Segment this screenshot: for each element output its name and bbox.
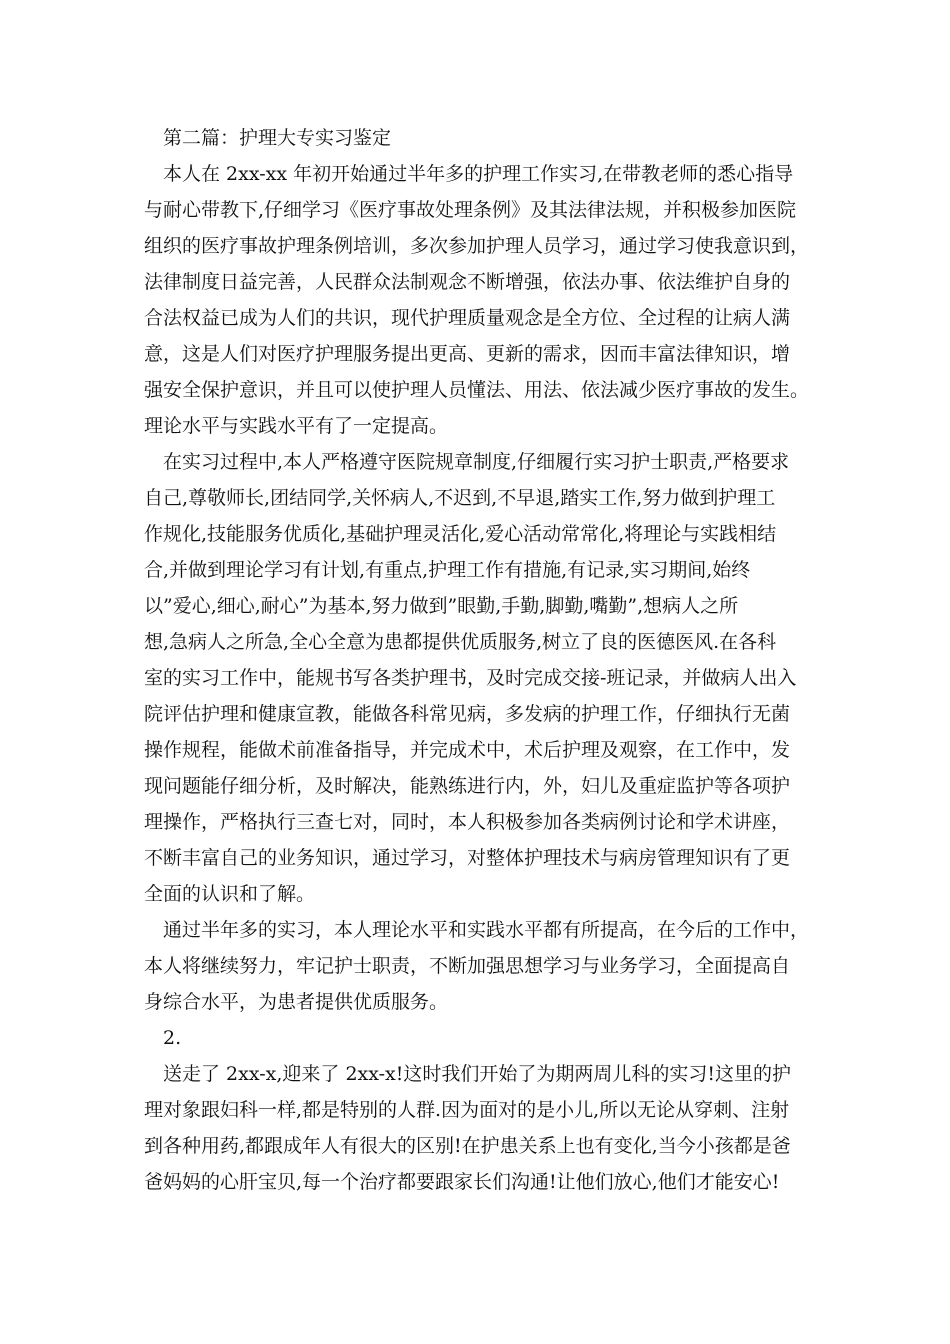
- text-line: 现问题能仔细分析，及时解决，能熟练进行内，外，妇儿及重症监护等各项护: [144, 775, 791, 797]
- text-line: 本人在 2xx-xx 年初开始通过半年多的护理工作实习,在带教老师的悉心指导: [163, 163, 794, 185]
- text-line: 本人将继续努力，牢记护士职责，不断加强思想学习与业务学习，全面提高自: [144, 955, 791, 977]
- text-line: 爸妈妈的心肝宝贝,每一个治疗都要跟家长们沟通!让他们放心,他们才能安心!: [144, 1171, 780, 1193]
- text-line: 送走了 2xx-x,迎来了 2xx-x!这时我们开始了为期两周儿科的实习!这里的护: [163, 1063, 792, 1085]
- text-line: 合,并做到理论学习有计划,有重点,护理工作有措施,有记录,实习期间,始终: [144, 559, 751, 581]
- text-line: 室的实习工作中，能规书写各类护理书，及时完成交接-班记录，并做病人出入: [144, 667, 797, 689]
- text-line: 通过半年多的实习，本人理论水平和实践水平都有所提高，在今后的工作中，: [163, 919, 810, 941]
- text-line: 作规化,技能服务优质化,基础护理灵活化,爱心活动常常化,将理论与实践相结: [144, 523, 777, 545]
- text-line: 想,急病人之所急,全心全意为患都提供优质服务,树立了良的医德医风.在各科: [144, 631, 777, 653]
- text-line: 理操作，严格执行三查七对，同时，本人积极参加各类病例讨论和学术讲座，: [144, 811, 791, 833]
- text-line: 组织的医疗事故护理条例培训，多次参加护理人员学习，通过学习使我意识到，: [144, 235, 810, 257]
- text-line: 以”爱心,细心,耐心”为基本,努力做到”眼勤,手勤,脚勤,嘴勤”,想病人之所: [144, 595, 739, 617]
- text-line: 法律制度日益完善，人民群众法制观念不断增强，依法办事、依法维护自身的: [144, 271, 791, 293]
- text-line: 强安全保护意识，并且可以使护理人员懂法、用法、依法减少医疗事故的发生。: [144, 379, 810, 401]
- section-heading: 第二篇：护理大专实习鉴定: [163, 127, 392, 149]
- text-line: 合法权益已成为人们的共识，现代护理质量观念是全方位、全过程的让病人满: [144, 307, 791, 329]
- paragraph-2: [144, 444, 806, 912]
- text-line: 到各种用药,都跟成年人有很大的区别!在护患关系上也有变化,当今小孩都是爸: [144, 1135, 791, 1157]
- text-line: 意，这是人们对医疗护理服务提出更高、更新的需求，因而丰富法律知识，增: [144, 343, 791, 365]
- document-body: [144, 120, 810, 1200]
- paragraph-1: [144, 156, 810, 444]
- paragraph-3: [144, 912, 810, 1020]
- section-marker: 2.: [163, 1027, 182, 1049]
- text-line: 理论水平与实践水平有了一定提高。: [144, 415, 449, 437]
- text-line: 操作规程，能做术前准备指导，并完成术中，术后护理及观察，在工作中，发: [144, 739, 791, 761]
- text-line: 与耐心带教下,仔细学习《医疗事故处理条例》及其法律法规，并积极参加医院: [144, 199, 797, 221]
- text-line: 自己,尊敬师长,团结同学,关怀病人,不迟到,不早退,踏实工作,努力做到护理工: [144, 487, 776, 509]
- text-line: 院评估护理和健康宣教，能做各科常见病，多发病的护理工作，仔细执行无菌: [144, 703, 791, 725]
- paragraph-4: [144, 1056, 806, 1200]
- text-line: 全面的认识和了解。: [144, 883, 316, 905]
- text-line: 身综合水平，为患者提供优质服务。: [144, 991, 449, 1013]
- text-line: 理对象跟妇科一样,都是特别的人群.因为面对的是小儿,所以无论从穿刺、注射: [144, 1099, 790, 1121]
- text-line: 不断丰富自己的业务知识，通过学习，对整体护理技术与病房管理知识有了更: [144, 847, 791, 869]
- text-line: 在实习过程中,本人严格遵守医院规章制度,仔细履行实习护士职责,严格要求: [163, 451, 790, 473]
